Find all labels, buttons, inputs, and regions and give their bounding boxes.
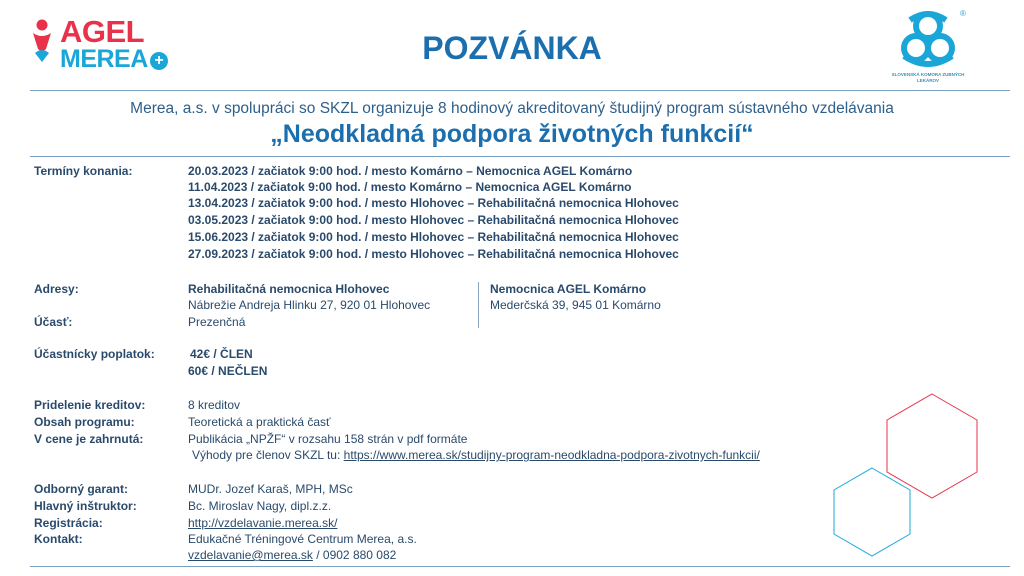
address-right-street: Mederčská 39, 945 01 Komárno bbox=[490, 298, 661, 312]
bottom-divider bbox=[30, 566, 1010, 567]
contact-line1: Edukačné Tréningové Centrum Merea, a.s. bbox=[188, 532, 417, 546]
credits-label: Pridelenie kreditov: bbox=[34, 398, 146, 412]
addresses-label: Adresy: bbox=[34, 282, 79, 296]
instructor-value: Bc. Miroslav Nagy, dipl.z.z. bbox=[188, 499, 332, 513]
svg-text:®: ® bbox=[960, 9, 966, 18]
mid-divider bbox=[30, 156, 1010, 157]
fee-member: 42€ / ČLEN bbox=[190, 347, 253, 361]
participation-label: Účasť: bbox=[34, 315, 73, 329]
contact-label: Kontakt: bbox=[34, 532, 83, 546]
included-line2: Výhody pre členov SKZL tu: https://www.merea.sk/studijny-program-neodkladna-podpora-zivotnych-funkcii/ bbox=[192, 448, 760, 462]
skzl-knot-icon bbox=[888, 6, 968, 72]
plus-icon: + bbox=[150, 52, 168, 70]
terms-label: Termíny konania: bbox=[34, 164, 133, 178]
participation-value: Prezenčná bbox=[188, 315, 246, 329]
address-left-name: Rehabilitačná nemocnica Hlohovec bbox=[188, 282, 390, 296]
page-title: POZVÁNKA bbox=[422, 30, 602, 66]
blue-hexagon-outline bbox=[834, 468, 910, 556]
credits-value: 8 kreditov bbox=[188, 398, 241, 412]
contact-email-link[interactable]: vzdelavanie@merea.sk bbox=[188, 548, 313, 562]
logo-agel-text: AGEL bbox=[60, 14, 145, 49]
fee-label: Účastnícky poplatok: bbox=[34, 347, 155, 361]
registration-label: Registrácia: bbox=[34, 516, 103, 530]
address-separator bbox=[478, 282, 479, 328]
program-title: „Neodkladná podpora životných funkcií“ bbox=[270, 120, 754, 148]
guarantor-label: Odborný garant: bbox=[34, 482, 129, 496]
top-divider bbox=[30, 90, 1010, 91]
skzl-logo-text: SLOVENSKÁ KOMORA ZUBNÝCH LEKÁROV bbox=[891, 72, 965, 83]
benefits-link[interactable]: https://www.merea.sk/studijny-program-neodkladna-podpora-zivotnych-funkcii/ bbox=[343, 448, 760, 462]
content-value: Teoretická a praktická časť bbox=[188, 415, 331, 429]
address-right-name: Nemocnica AGEL Komárno bbox=[490, 282, 647, 296]
skzl-logo bbox=[888, 6, 968, 92]
instructor-label: Hlavný inštruktor: bbox=[34, 499, 137, 513]
content-label: Obsah programu: bbox=[34, 415, 135, 429]
guarantor-value: MUDr. Jozef Karaš, MPH, MSc bbox=[188, 482, 353, 496]
logo-merea-text: MEREA + bbox=[60, 45, 168, 74]
decorative-hexagons bbox=[832, 390, 982, 566]
intro-text: Merea, a.s. v spolupráci so SKZL organizuje 8 hodinový akreditovaný študijný program sústavného vzdelávania bbox=[130, 100, 894, 117]
term-date-2: 11.04.2023 / začiatok 9:00 hod. / mesto Komárno – Nemocnica AGEL Komárno bbox=[188, 180, 632, 194]
contact-phone: / 0902 880 082 bbox=[312, 548, 397, 562]
term-date-4: 03.05.2023 / začiatok 9:00 hod. / mesto Hlohovec – Rehabilitačná nemocnica Hlohovec bbox=[188, 213, 679, 227]
term-date-1: 20.03.2023 / začiatok 9:00 hod. / mesto Komárno – Nemocnica AGEL Komárno bbox=[188, 164, 633, 178]
term-date-5: 15.06.2023 / začiatok 9:00 hod. / mesto Hlohovec – Rehabilitačná nemocnica Hlohovec bbox=[188, 230, 679, 244]
fee-nonmember: 60€ / NEČLEN bbox=[188, 364, 268, 378]
term-date-3: 13.04.2023 / začiatok 9:00 hod. / mesto Hlohovec – Rehabilitačná nemocnica Hlohovec bbox=[188, 196, 679, 210]
registration-link[interactable]: http://vzdelavanie.merea.sk/ bbox=[188, 516, 338, 530]
address-left-street: Nábrežie Andreja Hlinku 27, 920 01 Hlohovec bbox=[188, 298, 431, 312]
red-hexagon-outline bbox=[887, 394, 977, 498]
included-label: V cene je zahrnutá: bbox=[34, 432, 144, 446]
term-date-6: 27.09.2023 / začiatok 9:00 hod. / mesto Hlohovec – Rehabilitačná nemocnica Hlohovec bbox=[188, 247, 679, 261]
registration-value bbox=[188, 516, 337, 530]
contact-line2 bbox=[188, 548, 396, 562]
included-line1: Publikácia „NPŽF“ v rozsahu 158 strán v pdf formáte bbox=[188, 432, 468, 446]
